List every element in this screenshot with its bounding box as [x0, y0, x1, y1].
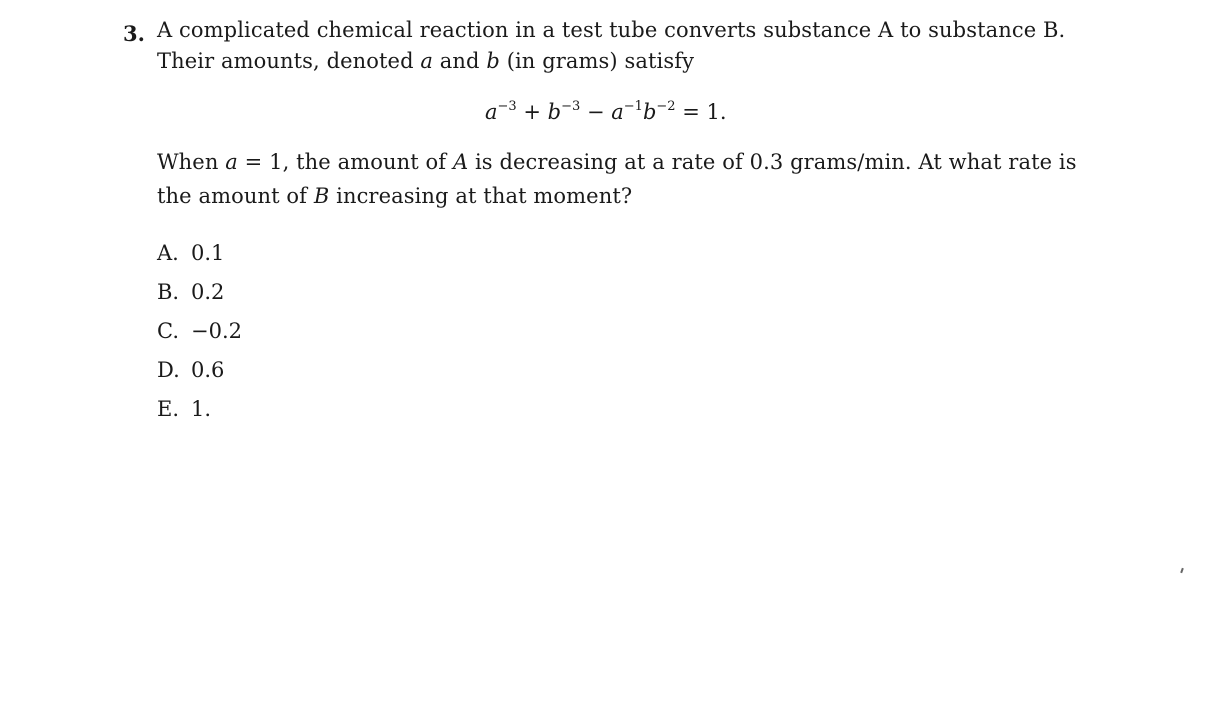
- choice-letter: B.: [157, 280, 180, 304]
- choice-value: 0.1: [191, 241, 225, 265]
- variable-b: b: [486, 49, 500, 73]
- equation-exponent: −1: [623, 99, 643, 114]
- question-text: (in grams) satisfy: [499, 49, 695, 73]
- answer-choice-a[interactable]: [157, 240, 242, 279]
- choice-value: −0.2: [191, 319, 242, 343]
- answer-choice-b[interactable]: [157, 279, 242, 318]
- variable-B: B: [313, 184, 330, 208]
- equation: [485, 100, 727, 124]
- question-text: = 1, the amount of: [237, 150, 453, 174]
- question-text-line-2: [157, 49, 694, 73]
- equation-exponent: −3: [497, 99, 517, 114]
- answer-choice-d[interactable]: [157, 357, 242, 396]
- equation-rhs: = 1.: [675, 100, 727, 124]
- question-text: When: [157, 150, 226, 174]
- question-text: increasing at that moment?: [329, 184, 633, 208]
- question-text: Their amounts, denoted: [157, 49, 421, 73]
- question-text: is decreasing at a rate of 0.3 grams/min. At what rate is: [468, 150, 1077, 174]
- choice-letter: C.: [157, 319, 179, 343]
- equation-term: a: [611, 100, 624, 124]
- variable-a: a: [225, 150, 238, 174]
- variable-A: A: [452, 150, 469, 174]
- answer-choice-c[interactable]: [157, 318, 242, 357]
- question-text-line-4: [157, 184, 632, 208]
- question-text-line-1: [157, 18, 1065, 42]
- equation-exponent: −3: [561, 99, 581, 114]
- choice-letter: E.: [157, 397, 180, 421]
- equation-exponent: −2: [656, 99, 676, 114]
- question-text: A complicated chemical reaction in a test tube converts substance A to substance B.: [157, 18, 1066, 42]
- variable-a: a: [420, 49, 434, 73]
- answer-choices: [157, 240, 242, 435]
- equation-operator: +: [516, 100, 548, 124]
- scan-speck: [1180, 568, 1184, 573]
- equation-term: a: [485, 100, 498, 124]
- choice-letter: A.: [157, 241, 179, 265]
- equation-term: b: [642, 100, 657, 124]
- question-number: 3.: [123, 21, 145, 46]
- choice-letter: D.: [157, 358, 180, 382]
- question-text: the amount of: [157, 184, 314, 208]
- question-text-line-3: [157, 150, 1077, 174]
- equation-operator: −: [580, 100, 612, 124]
- choice-value: 0.2: [191, 280, 225, 304]
- question-text: and: [433, 49, 487, 73]
- equation-term: b: [547, 100, 562, 124]
- choice-value: 1.: [191, 397, 212, 421]
- answer-choice-e[interactable]: [157, 396, 242, 435]
- choice-value: 0.6: [191, 358, 225, 382]
